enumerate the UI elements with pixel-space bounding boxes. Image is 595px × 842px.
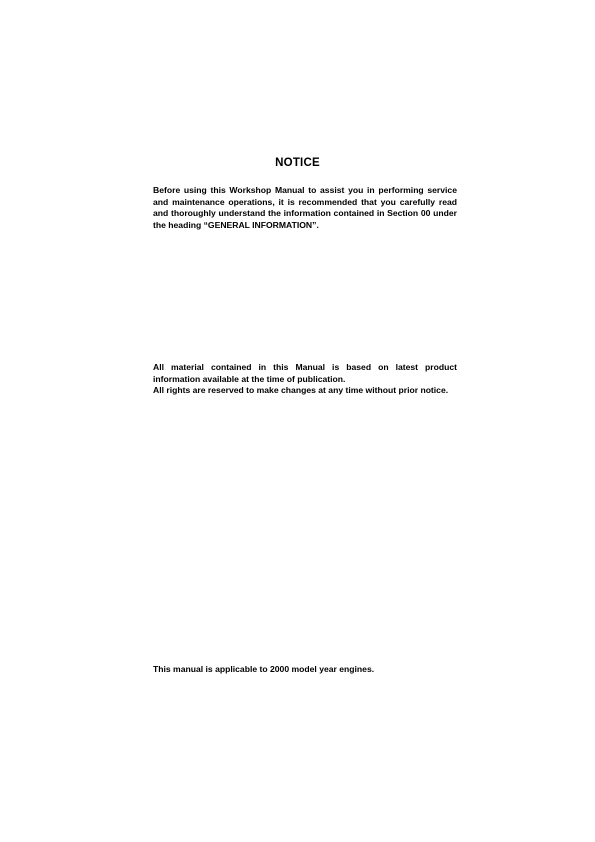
publication-notice-block xyxy=(153,362,457,397)
applicability-block xyxy=(153,664,457,676)
intro-paragraph: Before using this Workshop Manual to assist you in performing service and maintenance operations, it is recommended that you carefully read and thoroughly understand the information contained in Section 00 under the heading “GENERAL INFORMATION”. xyxy=(153,185,457,230)
rights-paragraph: All rights are reserved to make changes at any time without prior notice. xyxy=(153,385,449,396)
material-paragraph: All material contained in this Manual is based on latest product information available at the time of publication. xyxy=(153,362,457,384)
applicability-paragraph: This manual is applicable to 2000 model year engines. xyxy=(153,664,375,674)
notice-title: NOTICE xyxy=(275,157,320,169)
intro-paragraph-block xyxy=(153,185,457,231)
